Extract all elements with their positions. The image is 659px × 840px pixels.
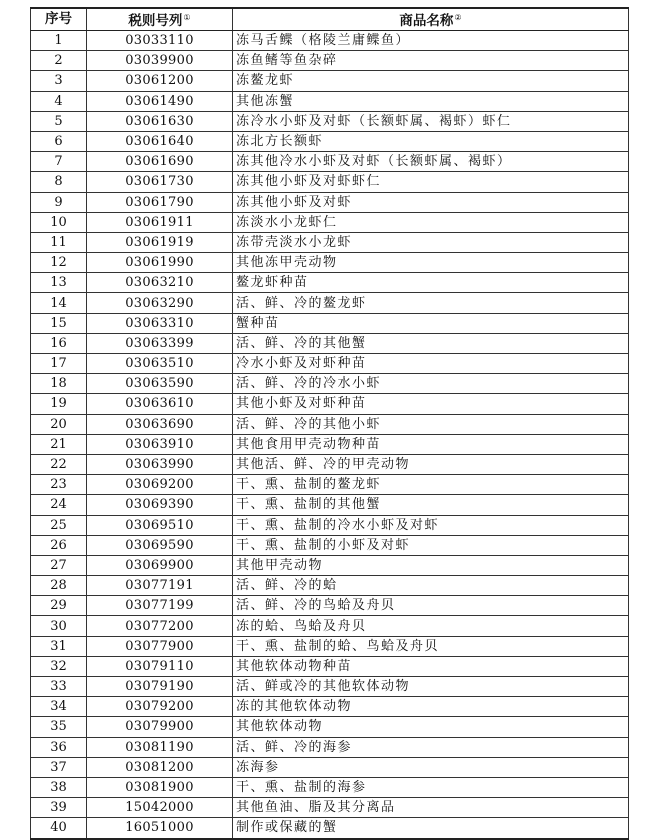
table-row	[31, 596, 629, 616]
row-code-cell: 03069900	[87, 555, 233, 575]
table-row	[31, 434, 629, 454]
row-name-cell: 冻冷水小虾及对虾（长额虾属、褐虾）虾仁	[233, 111, 629, 131]
row-code-cell: 03077900	[87, 636, 233, 656]
row-code-cell: 03061990	[87, 253, 233, 273]
row-code-cell: 03061911	[87, 212, 233, 232]
table-row	[31, 777, 629, 797]
table-row	[31, 576, 629, 596]
row-seq-cell: 31	[31, 636, 87, 656]
header-code-label: 税则号列	[128, 13, 183, 29]
header-seq	[31, 8, 87, 31]
table-row	[31, 212, 629, 232]
row-name-cell: 其他软体动物	[233, 717, 629, 737]
row-code-cell: 03061630	[87, 111, 233, 131]
row-seq-cell: 23	[31, 475, 87, 495]
row-name-cell: 干、熏、盐制的小虾及对虾	[233, 535, 629, 555]
row-code-cell: 03061790	[87, 192, 233, 212]
row-seq-cell: 12	[31, 253, 87, 273]
row-name-cell: 冻北方长额虾	[233, 131, 629, 151]
row-name-cell: 冻鱼鳍等鱼杂碎	[233, 51, 629, 71]
row-code-cell: 03061919	[87, 232, 233, 252]
row-code-cell: 03061730	[87, 172, 233, 192]
row-name-cell: 其他冻蟹	[233, 91, 629, 111]
table-row	[31, 656, 629, 676]
row-name-cell: 冻其他小虾及对虾	[233, 192, 629, 212]
table-row	[31, 374, 629, 394]
row-seq-cell: 38	[31, 777, 87, 797]
table-row	[31, 414, 629, 434]
table-row	[31, 152, 629, 172]
row-name-cell: 冻其他小虾及对虾虾仁	[233, 172, 629, 192]
row-seq-cell: 25	[31, 515, 87, 535]
row-seq-cell: 15	[31, 313, 87, 333]
row-seq-cell: 36	[31, 737, 87, 757]
row-code-cell: 03069390	[87, 495, 233, 515]
table-row	[31, 91, 629, 111]
row-code-cell: 03079190	[87, 677, 233, 697]
row-seq-cell: 24	[31, 495, 87, 515]
row-seq-cell: 5	[31, 111, 87, 131]
table-row	[31, 293, 629, 313]
row-code-cell: 03069590	[87, 535, 233, 555]
table-row	[31, 192, 629, 212]
row-name-cell: 其他冻甲壳动物	[233, 253, 629, 273]
header-name	[233, 8, 629, 31]
row-code-cell: 03039900	[87, 51, 233, 71]
row-seq-cell: 33	[31, 677, 87, 697]
row-name-cell: 活、鲜、冷的蛤	[233, 576, 629, 596]
table-row	[31, 71, 629, 91]
row-name-cell: 冷水小虾及对虾种苗	[233, 354, 629, 374]
table-row	[31, 51, 629, 71]
table-row	[31, 394, 629, 414]
table-row	[31, 313, 629, 333]
row-code-cell: 03079110	[87, 656, 233, 676]
header-name-label: 商品名称	[399, 13, 454, 29]
row-code-cell: 03063310	[87, 313, 233, 333]
row-name-cell: 干、熏、盐制的其他蟹	[233, 495, 629, 515]
row-code-cell: 03063510	[87, 354, 233, 374]
row-code-cell: 03063399	[87, 333, 233, 353]
row-seq-cell: 17	[31, 354, 87, 374]
table-header	[31, 8, 629, 31]
row-code-cell: 03077191	[87, 576, 233, 596]
row-seq-cell: 26	[31, 535, 87, 555]
table-row	[31, 717, 629, 737]
row-name-cell: 干、熏、盐制的鳌龙虾	[233, 475, 629, 495]
table-row	[31, 535, 629, 555]
row-name-cell: 干、熏、盐制的蛤、鸟蛤及舟贝	[233, 636, 629, 656]
row-seq-cell: 10	[31, 212, 87, 232]
row-code-cell: 03081200	[87, 757, 233, 777]
row-code-cell: 03063910	[87, 434, 233, 454]
row-seq-cell: 4	[31, 91, 87, 111]
row-name-cell: 其他甲壳动物	[233, 555, 629, 575]
row-name-cell: 活、鲜或冷的其他软体动物	[233, 677, 629, 697]
row-code-cell: 03061690	[87, 152, 233, 172]
row-name-cell: 其他食用甲壳动物种苗	[233, 434, 629, 454]
row-name-cell: 其他软体动物种苗	[233, 656, 629, 676]
table-body	[31, 31, 629, 839]
row-seq-cell: 37	[31, 757, 87, 777]
table-row	[31, 454, 629, 474]
table-row	[31, 636, 629, 656]
row-code-cell: 03081900	[87, 777, 233, 797]
row-seq-cell: 9	[31, 192, 87, 212]
table-row	[31, 253, 629, 273]
header-seq-label: 序号	[45, 11, 72, 27]
table-row	[31, 475, 629, 495]
header-code	[87, 8, 233, 31]
row-seq-cell: 13	[31, 273, 87, 293]
header-row	[31, 8, 629, 31]
row-name-cell: 冻鳌龙虾	[233, 71, 629, 91]
row-code-cell: 03061200	[87, 71, 233, 91]
row-name-cell: 冻其他冷水小虾及对虾（长额虾属、褐虾）	[233, 152, 629, 172]
row-name-cell: 冻马舌鲽（格陵兰庸鲽鱼）	[233, 31, 629, 51]
table-row	[31, 757, 629, 777]
row-name-cell: 其他活、鲜、冷的甲壳动物	[233, 454, 629, 474]
row-code-cell: 03063590	[87, 374, 233, 394]
row-seq-cell: 29	[31, 596, 87, 616]
row-seq-cell: 22	[31, 454, 87, 474]
row-name-cell: 活、鲜、冷的海参	[233, 737, 629, 757]
row-name-cell: 活、鲜、冷的鳌龙虾	[233, 293, 629, 313]
row-name-cell: 活、鲜、冷的鸟蛤及舟贝	[233, 596, 629, 616]
row-name-cell: 鳌龙虾种苗	[233, 273, 629, 293]
row-seq-cell: 34	[31, 697, 87, 717]
row-seq-cell: 2	[31, 51, 87, 71]
row-name-cell: 制作或保藏的蟹	[233, 818, 629, 839]
row-seq-cell: 32	[31, 656, 87, 676]
table-row	[31, 555, 629, 575]
row-code-cell: 15042000	[87, 798, 233, 818]
row-seq-cell: 3	[31, 71, 87, 91]
row-code-cell: 03081190	[87, 737, 233, 757]
row-code-cell: 03069200	[87, 475, 233, 495]
row-code-cell: 03079200	[87, 697, 233, 717]
row-seq-cell: 8	[31, 172, 87, 192]
row-seq-cell: 14	[31, 293, 87, 313]
row-code-cell: 03063690	[87, 414, 233, 434]
table-row	[31, 677, 629, 697]
row-seq-cell: 7	[31, 152, 87, 172]
row-code-cell: 03061490	[87, 91, 233, 111]
row-code-cell: 03061640	[87, 131, 233, 151]
table-row	[31, 31, 629, 51]
row-name-cell: 冻的蛤、鸟蛤及舟贝	[233, 616, 629, 636]
table-row	[31, 737, 629, 757]
row-seq-cell: 1	[31, 31, 87, 51]
row-seq-cell: 19	[31, 394, 87, 414]
table-row	[31, 232, 629, 252]
row-code-cell: 03063610	[87, 394, 233, 414]
row-name-cell: 干、熏、盐制的海参	[233, 777, 629, 797]
table-row	[31, 495, 629, 515]
table-row	[31, 273, 629, 293]
row-code-cell: 03063210	[87, 273, 233, 293]
table-row	[31, 616, 629, 636]
table-row	[31, 697, 629, 717]
row-code-cell: 03063290	[87, 293, 233, 313]
row-seq-cell: 35	[31, 717, 87, 737]
row-name-cell: 冻淡水小龙虾仁	[233, 212, 629, 232]
row-seq-cell: 11	[31, 232, 87, 252]
table-row	[31, 172, 629, 192]
row-name-cell: 蟹种苗	[233, 313, 629, 333]
tariff-table-container	[30, 7, 628, 840]
table-row	[31, 333, 629, 353]
row-seq-cell: 18	[31, 374, 87, 394]
row-name-cell: 活、鲜、冷的其他蟹	[233, 333, 629, 353]
row-seq-cell: 6	[31, 131, 87, 151]
row-code-cell: 03069510	[87, 515, 233, 535]
row-seq-cell: 40	[31, 818, 87, 839]
table-row	[31, 111, 629, 131]
table-row	[31, 515, 629, 535]
row-seq-cell: 28	[31, 576, 87, 596]
row-code-cell: 03033110	[87, 31, 233, 51]
row-name-cell: 其他鱼油、脂及其分离品	[233, 798, 629, 818]
row-name-cell: 冻的其他软体动物	[233, 697, 629, 717]
row-name-cell: 活、鲜、冷的冷水小虾	[233, 374, 629, 394]
row-seq-cell: 21	[31, 434, 87, 454]
table-row	[31, 131, 629, 151]
tariff-table	[30, 7, 629, 840]
row-seq-cell: 16	[31, 333, 87, 353]
row-name-cell: 其他小虾及对虾种苗	[233, 394, 629, 414]
row-code-cell: 16051000	[87, 818, 233, 839]
row-name-cell: 干、熏、盐制的冷水小虾及对虾	[233, 515, 629, 535]
row-seq-cell: 27	[31, 555, 87, 575]
row-seq-cell: 39	[31, 798, 87, 818]
header-code-footnote: ①	[183, 13, 191, 22]
row-code-cell: 03077199	[87, 596, 233, 616]
row-code-cell: 03063990	[87, 454, 233, 474]
header-name-footnote: ②	[454, 13, 462, 22]
row-seq-cell: 30	[31, 616, 87, 636]
row-name-cell: 冻海参	[233, 757, 629, 777]
table-row	[31, 818, 629, 839]
row-code-cell: 03079900	[87, 717, 233, 737]
row-name-cell: 活、鲜、冷的其他小虾	[233, 414, 629, 434]
row-name-cell: 冻带壳淡水小龙虾	[233, 232, 629, 252]
row-seq-cell: 20	[31, 414, 87, 434]
table-row	[31, 354, 629, 374]
row-code-cell: 03077200	[87, 616, 233, 636]
